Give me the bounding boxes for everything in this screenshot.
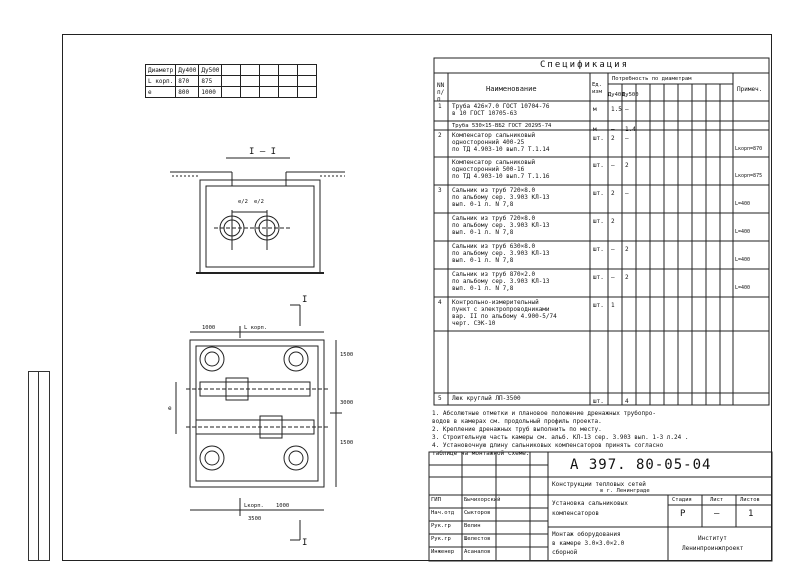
spec-row-d400: 2 <box>611 135 615 142</box>
name-rukgr2: Шелестов <box>464 536 491 542</box>
spec-row-d500: 2 <box>625 274 629 281</box>
dim-1000-bottom: 1000 <box>276 503 290 509</box>
spec-row-note: L=400 <box>735 201 751 207</box>
spec-row-unit: м <box>593 106 597 113</box>
spec-row-d400: — <box>611 246 615 253</box>
project-name: Конструкции тепловых сетей <box>552 481 646 488</box>
spec-row-unit: шт. <box>593 246 604 253</box>
spec-row-d500: 2 <box>625 246 629 253</box>
role-nach: Нач.отд <box>431 510 455 516</box>
diam-cell: 875 <box>199 76 222 87</box>
sheet-title-5: сборной <box>552 549 578 556</box>
spec-row-name-line: односторонний 500-16 <box>452 166 525 173</box>
spec-row-name-line: Люк круглый ЛП-3500 <box>452 395 521 402</box>
spec-row-name-line: по ТД 4.903-10 вып.7 Т.1.16 <box>452 173 550 180</box>
name-eng: Асаналов <box>464 549 491 555</box>
spec-row-note: Lкорп=875 <box>735 173 763 179</box>
spec-row-d500: — <box>625 190 629 197</box>
spec-row-name-line: по ТД 4.903-10 вып.7 Т.1.14 <box>452 146 550 153</box>
dim-e-half-2: e/2 <box>254 199 264 205</box>
spec-row-name-line: Труба 530×15-ВБ2 ГОСТ 20295-74 <box>452 123 552 129</box>
dim-3500: 3500 <box>248 516 262 522</box>
spec-row-note: L=400 <box>735 257 751 263</box>
spec-row-unit: м <box>593 126 597 133</box>
spec-col-d500: Ду500 <box>622 92 639 98</box>
dim-e-half-1: e/2 <box>238 199 248 205</box>
sheets-value: 1 <box>748 509 754 519</box>
diam-header-0: Диаметр <box>146 65 176 76</box>
name-rukgr1: Велин <box>464 523 481 529</box>
project-city: в г. Ленинграде <box>600 488 650 494</box>
spec-row-d400: 2 <box>611 190 615 197</box>
diam-cell: 800 <box>176 87 199 98</box>
role-rukgr1: Рук.гр <box>431 523 451 529</box>
note-line: 1. Абсолютные отметки и плановое положение дренажных трубопро- <box>432 410 656 417</box>
spec-row-unit: шт. <box>593 398 604 405</box>
sheets-header: Листов <box>740 497 760 503</box>
spec-row-no: 1 <box>438 103 442 110</box>
spec-col-unit: Ед. изм <box>592 82 602 95</box>
spec-row-name-line: вып. 0-1 л. N 7,8 <box>452 201 514 208</box>
spec-row-note: L=400 <box>735 285 751 291</box>
spec-row-d400: 1.5 <box>611 106 622 113</box>
sheet-title-4: в камере 3.0×3.0×2.0 <box>552 540 625 547</box>
spec-col-name: Наименование <box>486 85 537 93</box>
spec-row-d500: — <box>625 135 629 142</box>
stage-header: Стадия <box>672 497 692 503</box>
diam-header-1: Ду400 <box>176 65 199 76</box>
spec-row-d400: 1 <box>611 302 615 309</box>
section-drawing <box>170 158 345 273</box>
spec-row-name-line: вып. 0-1 л. N 7,8 <box>452 229 514 236</box>
role-gip: ГИП <box>431 497 441 503</box>
note-line: таблице на монтажной схеме. <box>432 450 530 457</box>
sheet-title-1: Установка сальниковых <box>552 500 628 507</box>
diam-cell: 870 <box>176 76 199 87</box>
spec-row-name-line: Труба 426×7.0 ГОСТ 10704-76 <box>452 103 550 110</box>
dim-1500-b: 1500 <box>340 440 354 446</box>
spec-row-d500: 1.4 <box>625 126 636 133</box>
spec-row-name-line: вар. II по альбому 4.900-5/74 <box>452 313 557 320</box>
org-line-2: Ленинпроинжпроект <box>682 545 744 552</box>
spec-row-d400: — <box>611 162 615 169</box>
stage-value: Р <box>680 509 686 519</box>
spec-row-name-line: односторонний 400-25 <box>452 139 525 146</box>
note-line: 3. Строительную часть камеры см. альб. КЛ-13 сер. 3.903 вып. 1-3 л.24 . <box>432 434 689 441</box>
spec-row-unit: шт. <box>593 190 604 197</box>
spec-row-d500: 2 <box>625 162 629 169</box>
role-rukgr2: Рук.гр <box>431 536 451 542</box>
spec-row-d500: 4 <box>625 398 629 405</box>
dim-lkorp-bottom: Lкорп. <box>244 503 264 509</box>
spec-row-unit: шт. <box>593 135 604 142</box>
spec-row-no: 2 <box>438 132 442 139</box>
dim-lkorp-top: L корп. <box>244 325 268 331</box>
spec-row-note: L=400 <box>735 229 751 235</box>
dim-1000-top: 1000 <box>202 325 216 331</box>
diam-cell: е <box>146 87 176 98</box>
name-nach: Сыкторов <box>464 510 491 516</box>
note-line: водов в камерах см. продольный профиль проекта. <box>432 418 602 425</box>
spec-row-no: 5 <box>438 395 442 402</box>
spec-row-unit: шт. <box>593 274 604 281</box>
spec-row-name-line: по альбому сер. 3.903 КЛ-13 <box>452 194 550 201</box>
spec-row-name-line: вып. 0-1 л. N 7,8 <box>452 257 514 264</box>
dim-1500-a: 1500 <box>340 352 354 358</box>
spec-row-name-line: Контрольно-измерительный <box>452 299 539 306</box>
diam-cell: 1000 <box>199 87 222 98</box>
spec-row-unit: шт. <box>593 218 604 225</box>
diam-cell: L корп. <box>146 76 176 87</box>
spec-row-name-line: Сальник из труб 630×8.0 <box>452 243 536 250</box>
cut-mark-bottom: I <box>302 538 308 548</box>
section-label: I – I <box>249 147 277 157</box>
spec-row-name-line: Компенсатор сальниковый <box>452 159 536 166</box>
spec-col-note: Примеч. <box>737 86 763 93</box>
spec-title: Спецификация <box>540 60 630 70</box>
spec-row-unit: шт. <box>593 162 604 169</box>
spec-row-name-line: в 10 ГОСТ 10705-63 <box>452 110 518 117</box>
cut-mark-top: I <box>302 295 308 305</box>
drawing-code: А 397. 80-05-04 <box>570 457 712 473</box>
spec-row-name-line: Сальник из труб 720×8.0 <box>452 215 536 222</box>
name-gip: Бычихорский <box>464 497 501 503</box>
org-line-1: Институт <box>698 535 727 542</box>
spec-row-no: 4 <box>438 299 442 306</box>
spec-row-d500: — <box>625 106 629 113</box>
spec-row-name-line: пункт с электропроводниками <box>452 306 550 313</box>
spec-row-d400: 2 <box>611 218 615 225</box>
spec-row-name-line: по альбому сер. 3.903 КЛ-13 <box>452 250 550 257</box>
dim-3000: 3000 <box>340 400 354 406</box>
note-line: 2. Крепление дренажных труб выполнить по месту. <box>432 426 602 433</box>
spec-row-d400: — <box>611 274 615 281</box>
spec-col-no: NN п/п <box>437 82 445 103</box>
spec-row-name-line: Сальник из труб 870×2.0 <box>452 271 536 278</box>
diam-header-2: Ду500 <box>199 65 222 76</box>
spec-row-name-line: черт. СЭК-10 <box>452 320 496 327</box>
dim-e-mark: е <box>168 405 172 412</box>
sheet-value: — <box>714 509 720 519</box>
spec-col-d400: Ду400 <box>608 92 625 98</box>
spec-row-name-line: по альбому сер. 3.903 КЛ-13 <box>452 222 550 229</box>
spec-row-name-line: по альбому сер. 3.903 КЛ-13 <box>452 278 550 285</box>
spec-row-d400: — <box>611 126 615 133</box>
spec-row-name-line: Компенсатор сальниковый <box>452 132 536 139</box>
spec-row-no: 3 <box>438 187 442 194</box>
spec-row-name-line: вып. 0-1 л. N 7,8 <box>452 285 514 292</box>
spec-row-name-line: Сальник из труб 720×8.0 <box>452 187 536 194</box>
note-line: 4. Установочную длину сальниковых компенсаторов принять согласно <box>432 442 664 449</box>
sheet-header: Лист <box>710 497 724 503</box>
sheet-title-3: Монтаж оборудования <box>552 531 621 538</box>
spec-row-unit: шт. <box>593 302 604 309</box>
spec-row-note: Lкорп=870 <box>735 146 763 152</box>
role-eng: Инженер <box>431 549 455 555</box>
spec-col-need: Потребность по диаметрам <box>612 76 692 82</box>
sheet-title-2: компенсаторов <box>552 510 599 517</box>
